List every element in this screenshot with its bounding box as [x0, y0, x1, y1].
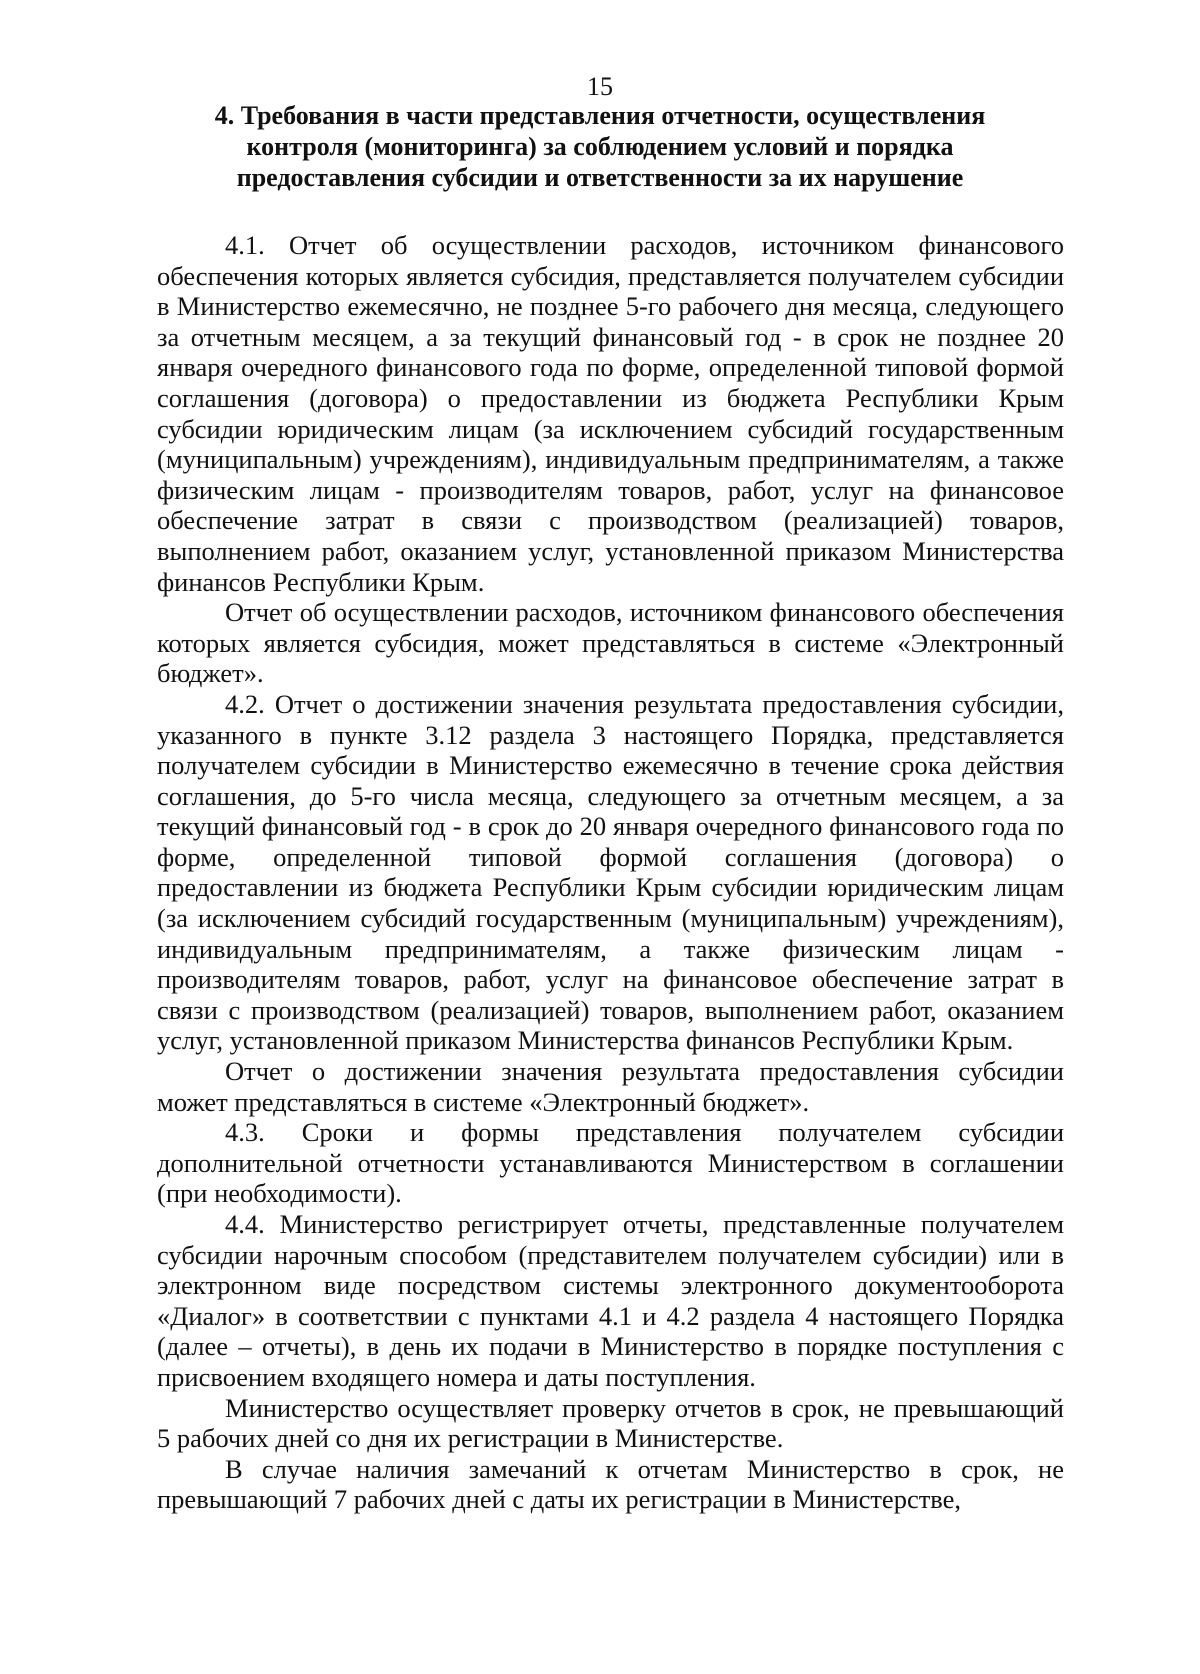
section-heading: [150, 100, 1050, 193]
heading-line: предоставления субсидии и ответственности за их нарушение: [236, 163, 964, 192]
paragraph-4-4-check: Министерство осуществляет проверку отчетов в срок, не превышающий 5 рабочих дней со дня их регистрации в Министерстве.: [157, 1392, 1064, 1454]
heading-line: 4. Требования в части представления отчетности, осуществления: [214, 101, 986, 130]
paragraph-4-4-remarks: В случае наличия замечаний к отчетам Министерство в срок, не превышающий 7 рабочих дней с даты их регистрации в Министерстве,: [157, 1453, 1064, 1515]
paragraph-4-1: 4.1. Отчет об осуществлении расходов, источником финансового обеспечения которых является субсидия, представляется получателем субсидии в Министерство ежемесячно, не позднее 5-го рабочего дня месяца, следующего за отчетным месяцем, а за текущий финансовый год - в срок не позднее 20 января очередного финансового года по форме, определенной типовой формой соглашения (договора) о предоставлении из бюджета Республики Крым субсидии юридическим лицам (за исключением субсидий государственным (муниципальным) учреждениям), индивидуальным предпринимателям, а также физическим лицам - производителям товаров, работ, услуг на финансовое обеспечение затрат в связи с производством (реализацией) товаров, выполнением работ, оказанием услуг, установленной приказом Министерства финансов Республики Крым.: [157, 230, 1064, 597]
paragraph-4-2-note: Отчет о достижении значения результата предоставления субсидии может представляться в системе «Электронный бюджет».: [157, 1056, 1064, 1117]
heading-line: контроля (мониторинга) за соблюдением условий и порядка: [246, 132, 954, 161]
paragraph-4-3: 4.3. Сроки и формы представления получателем субсидии дополнительной отчетности устанавливаются Министерством в соглашении (при необходимости).: [157, 1117, 1064, 1209]
page-number: 15: [587, 72, 613, 101]
paragraph-4-1-note: Отчет об осуществлении расходов, источником финансового обеспечения которых является субсидия, может представляться в системе «Электронный бюджет».: [157, 597, 1064, 689]
paragraph-4-4: 4.4. Министерство регистрирует отчеты, представленные получателем субсидии нарочным способом (представителем получателем субсидии) или в электронном виде посредством системы электронного документооборота «Диалог» в соответствии с пунктами 4.1 и 4.2 раздела 4 настоящего Порядка (далее – отчеты), в день их подачи в Министерство в порядке поступления с присвоением входящего номера и даты поступления.: [157, 1209, 1064, 1392]
paragraph-4-2: 4.2. Отчет о достижении значения результата предоставления субсидии, указанного в пункте 3.12 раздела 3 настоящего Порядка, представляется получателем субсидии в Министерство ежемесячно в течение срока действия соглашения, до 5-го числа месяца, следующего за отчетным месяцем, а за текущий финансовый год - в срок до 20 января очередного финансового года по форме, определенной типовой формой соглашения (договора) о предоставлении из бюджета Республики Крым субсидии юридическим лицам (за исключением субсидий государственным (муниципальным) учреждениям), индивидуальным предпринимателям, а также физическим лицам - производителям товаров, работ, услуг на финансовое обеспечение затрат в связи с производством (реализацией) товаров, выполнением работ, оказанием услуг, установленной приказом Министерства финансов Республики Крым.: [157, 688, 1064, 1056]
document-body: [157, 230, 1064, 1515]
